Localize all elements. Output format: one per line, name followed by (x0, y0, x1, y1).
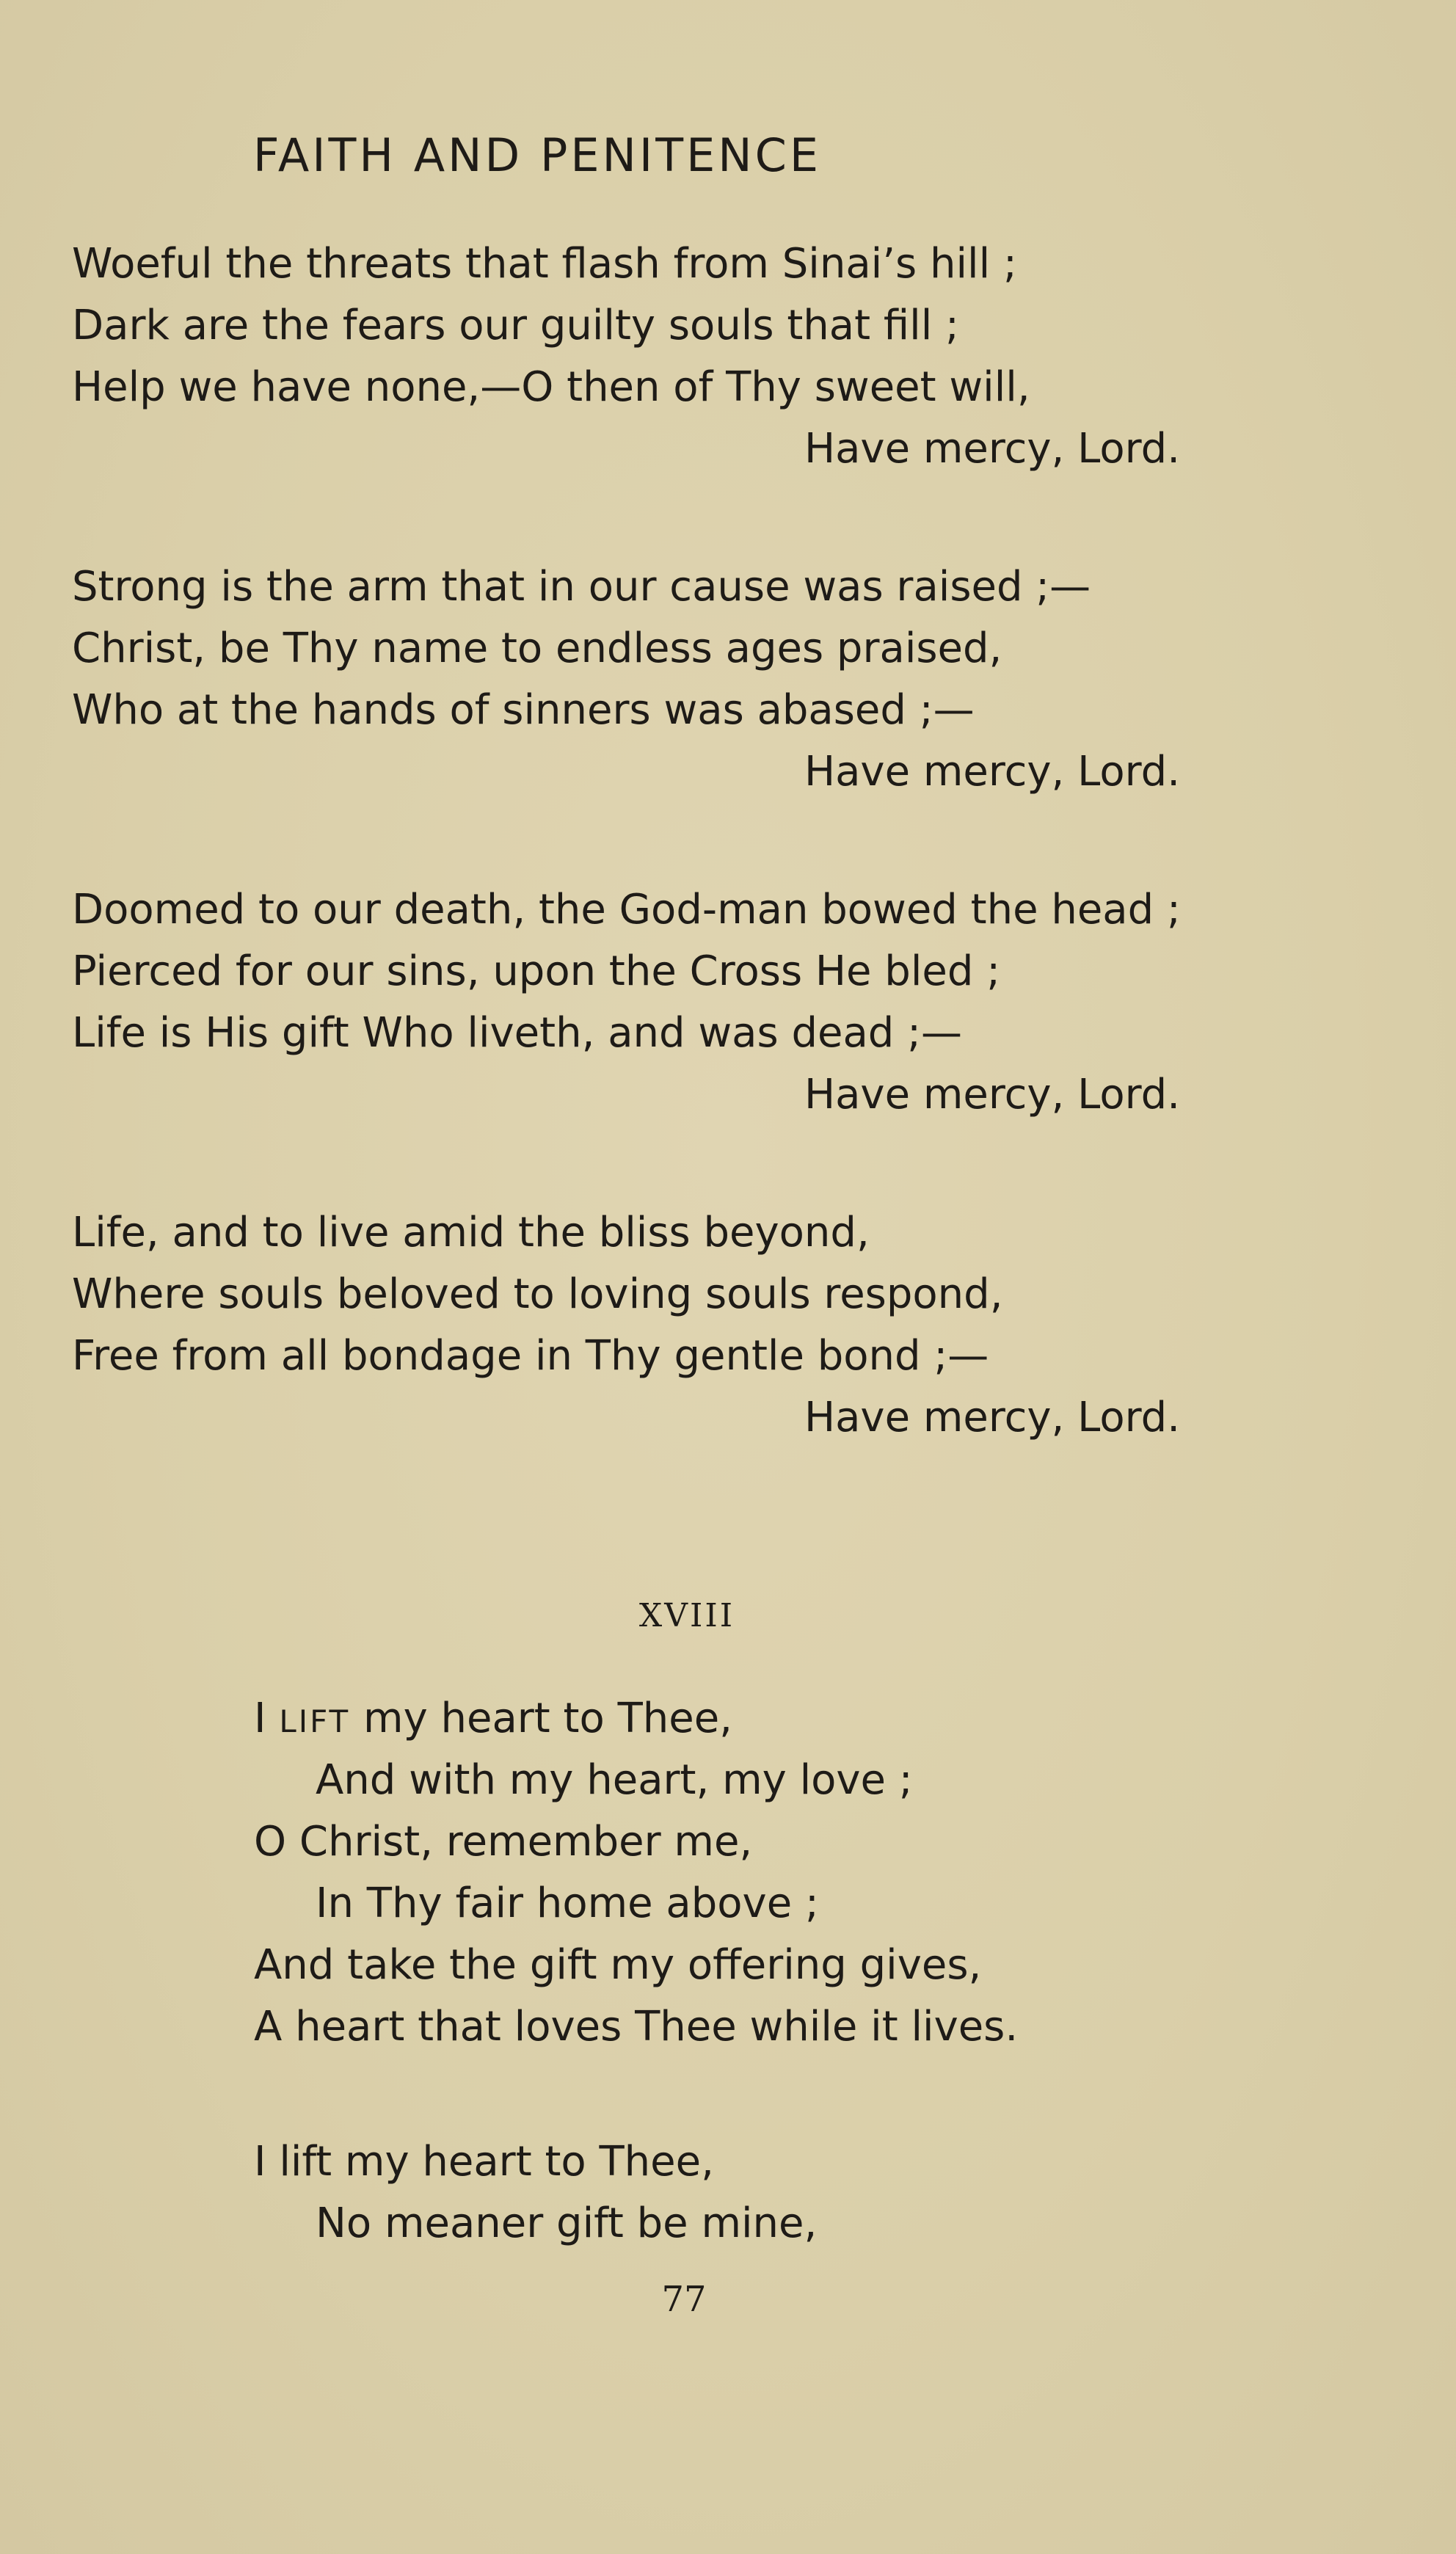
first-word: I (254, 1695, 266, 1742)
small-caps-word: LIFT (279, 1703, 351, 1739)
stanza-1 (72, 233, 1320, 480)
verse-line: Who at the hands of sinners was abased ;— (72, 686, 975, 734)
stanza-3 (72, 879, 1320, 1126)
refrain-line: Have mercy, Lord. (804, 1071, 1181, 1118)
verse-line: Life is His gift Who liveth, and was dead ;— (72, 1009, 962, 1057)
verse-line (254, 1688, 1018, 1750)
running-title: FAITH AND PENITENCE (252, 128, 822, 182)
verse-line: O Christ, remember me, (254, 1818, 753, 1866)
stanza-4 (72, 1202, 1320, 1449)
verse-line: Pierced for our sins, upon the Cross He bled ; (72, 947, 1001, 995)
verse-line: Life, and to live amid the bliss beyond, (72, 1209, 870, 1256)
refrain-line: Have mercy, Lord. (804, 1394, 1181, 1441)
stanza-2 (72, 556, 1320, 803)
verse-line: A heart that loves Thee while it lives. (254, 2003, 1019, 2051)
verse-line: Christ, be Thy name to endless ages praised, (72, 625, 1002, 672)
line-remainder: my heart to Thee, (363, 1695, 732, 1742)
refrain-line: Have mercy, Lord. (804, 425, 1181, 473)
verse-line: Where souls beloved to loving souls respond, (72, 1270, 1003, 1318)
stanza-2 (254, 2131, 1018, 2255)
section-numeral: XVIII (638, 1597, 735, 1634)
previous-hymn (72, 233, 1320, 1525)
verse-line: I lift my heart to Thee, (254, 2138, 714, 2186)
verse-line: Help we have none,—O then of Thy sweet will, (72, 363, 1030, 411)
verse-line: Doomed to our death, the God-man bowed the head ; (72, 886, 1181, 934)
verse-line: Dark are the fears our guilty souls that fill ; (72, 302, 959, 349)
verse-line: Woeful the threats that flash from Sinai’s hill ; (72, 240, 1017, 288)
verse-line: Strong is the arm that in our cause was raised ;— (72, 563, 1091, 611)
verse-line: Free from all bondage in Thy gentle bond ;— (72, 1332, 989, 1380)
stanza-1 (254, 1688, 1018, 2058)
verse-line: And take the gift my offering gives, (254, 1941, 982, 1989)
page-number: 77 (661, 2279, 707, 2320)
hymn-xviii (254, 1688, 1018, 2328)
verse-line: And with my heart, my love ; (316, 1756, 913, 1804)
refrain-line: Have mercy, Lord. (804, 748, 1181, 796)
verse-line: In Thy fair home above ; (316, 1880, 819, 1927)
verse-line: No meaner gift be mine, (316, 2200, 818, 2247)
